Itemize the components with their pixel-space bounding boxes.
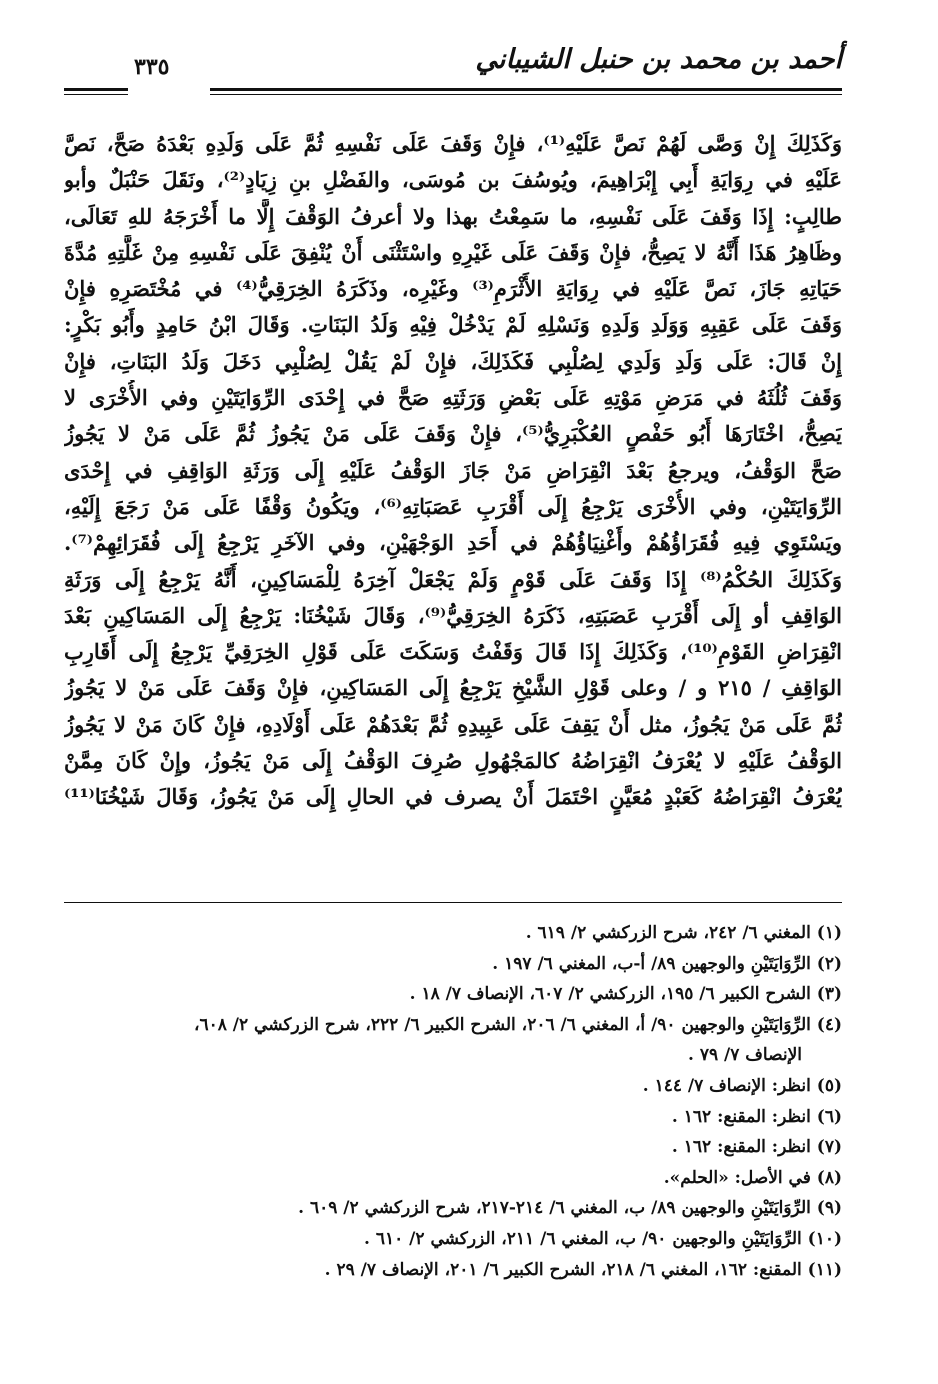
footnote: (٢) الرِّوَايَتَيْنِ والوجهين ٨٩/ أ-ب، المغني ٦/ ١٩٧ . [492, 953, 842, 974]
footnote: (٩) الرِّوَايَتَيْنِ والوجهين ٨٩/ ب، المغني ٦/ ٢١٤-٢١٧، شرح الزركشي ٢/ ٦٠٩ . [298, 1198, 842, 1219]
text-line: انْقِرَاضِ القَوْمِ⁽¹⁰⁾، وَكَذَلِكَ إِذَا قَالَ وَقَفْتُ وَسَكَتَ عَلَى قَوْلِ الخِرَقِيِّ يَرْجِعُ إِلَى أَقَارِبِ [64, 639, 842, 665]
text-line: ثُمَّ عَلَى مَنْ يَجُوزُ، مثل أَنْ يَقِفَ عَلَى عَبِيدِهِ ثُمَّ بَعْدَهُمْ عَلَى أَوْلَادِهِ، فإِنْ كَانَ مَنْ لا يَجُوزُ [64, 711, 842, 737]
text-line: وظَاهِرُ هَذَا أَنَّهُ لا يَصِحُّ، فإِنْ وَقَفَ عَلَى غَيْرِهِ واسْتَثْنَى أَنْ يُنْفِقَ عَلَى نَفْسِهِ مِنْ غَلَّتِهِ مُدَّةَ [64, 239, 842, 265]
footnote: (٥) انظر: الإنصاف ٧/ ١٤٤ . [642, 1075, 842, 1096]
page-header [64, 44, 842, 102]
footnote: (١١) المقنع: ١٦٢، المغني ٦/ ٢١٨، الشرح الكبير ٦/ ٢٠١، الإنصاف ٧/ ٢٩ . [324, 1259, 842, 1280]
text-line: الرِّوَايَتَيْنِ، وفي الأُخْرَى يَرْجِعُ إِلَى أَقْرَبِ عَصَبَاتِهِ⁽⁶⁾، ويَكُونُ وَقْفًا عَلَى مَنْ رَجَعَ إِلَيْهِ، [64, 493, 842, 519]
text-line: وَقَفَ ثُلُثَهُ في مَرَضِ مَوْتِهِ عَلَى بَعْضِ وَرَثَتِهِ صَحَّ في إِحْدَى الرِّوَايَتَيْنِ وفي الأُخْرَى لا [64, 385, 842, 411]
footnote: (١٠) الرِّوَايَتَيْنِ والوجهين ٩٠/ ب، المغني ٦/ ٢١١، الزركشي ٢/ ٦١٠ . [364, 1228, 842, 1249]
running-title: أحمد بن محمد بن حنبل الشيباني [475, 44, 842, 75]
header-rule-short [64, 88, 128, 95]
footnote: (٧) انظر: المقنع: ١٦٢ . [671, 1137, 842, 1158]
text-line: الوَاقِفِ أو إِلَى أَقْرَبِ عَصَبَتِهِ، ذَكَرَهُ الخِرَقِيُّ⁽⁹⁾، وَقَالَ شَيْخُنَا: يَرْجِعُ إِلَى المَسَاكِينِ بَعْدَ [64, 602, 842, 628]
footnote-continuation: الإنصاف ٧/ ٧٩ . [687, 1045, 802, 1066]
header-rule [210, 88, 842, 95]
footnote: (٤) الرِّوَايَتَيْنِ والوجهين ٩٠/ أ، المغني ٦/ ٢٠٦، الشرح الكبير ٦/ ٢٢٢، شرح الزركشي ٢/ ٦٠٨، [193, 1014, 842, 1035]
footnote: (٦) انظر: المقنع: ١٦٢ . [671, 1106, 842, 1127]
text-line: الوَقْفُ عَلَيْهِ لا يُعْرَفُ انْقِرَاضُهُ كالمَجْهُولِ صُرِفَ الوَقْفُ إِلَى مَنْ يَجُوزُ، وإِنْ كَانَ مِمَّنْ [64, 748, 842, 774]
footnote-separator [64, 902, 842, 903]
text-line: طالِبٍ: إِذَا وَقَفَ عَلَى نَفْسِهِ، ما سَمِعْتُ بهذا ولا أعرفُ الوَقْفَ إِلَّا ما أَخْرَجَهُ للهِ تَعَالَى، [64, 203, 842, 229]
footnote: (٨) في الأصل: «الحلم». [663, 1167, 842, 1188]
text-line: حَيَاتِهِ جَازَ، نَصَّ عَلَيْهِ في رِوَايَةِ الأَثْرَمِ⁽³⁾ وغَيْرِه، وذَكَرَهُ الخِرَقِيُّ⁽⁴⁾ في مُخْتَصَرِهِ فإِنْ [64, 276, 842, 302]
text-line: عَلَيْهِ في رِوَايَةِ أَبِي إِبْرَاهِيمَ، ويُوسُفَ بن مُوسَى، والفَضْلِ بنِ زِيَادٍ⁽²⁾، ونَقَلَ حَنْبَلٌ وأبو [64, 167, 842, 193]
text-line: وَقَفَ عَلَى عَقِبِهِ وَوَلَدِ وَلَدِهِ وَنَسْلِهِ لَمْ يَدْخُلْ فِيْهِ وَلَدُ البَنَاتِ. وَقَالَ ابْنُ حَامِدٍ وأَبُو بَكْرٍ: [64, 312, 842, 338]
text-line: ويَسْتَوِي فِيهِ فُقَرَاؤُهُمْ وأَغْنِيَاؤُهُمْ في أَحَدِ الوَجْهَيْنِ، وفي الآخَرِ يَرْجِعُ إِلَى فُقَرَائِهِمْ⁽⁷⁾. [64, 530, 842, 556]
footnote: (١) المغني ٦/ ٢٤٢، شرح الزركشي ٢/ ٦١٩ . [525, 923, 842, 943]
text-line: وَكَذَلِكَ الحُكْمُ⁽⁸⁾ إِذَا وَقَفَ عَلَى قَوْمٍ وَلَمْ يَجْعَلْ آخِرَهُ لِلْمَسَاكِينِ، أَنَّهُ يَرْجِعُ إِلَى وَرَثَةِ [64, 566, 842, 592]
text-line: صَحَّ الوَقْفُ، ويرجعُ بَعْدَ انْقِرَاضِ مَنْ جَازَ الوَقْفُ عَلَيْهِ إِلَى وَرَثَةِ الوَاقِفِ في إِحْدَى [64, 457, 842, 483]
main-text [64, 126, 842, 816]
text-line: يَصِحُّ، اخْتَارَهَا أَبُو حَفْصٍ العُكْبَرِيُّ⁽⁵⁾، فإِنْ وَقَفَ عَلَى مَنْ يَجُوزُ ثُمَّ عَلَى مَنْ لا يَجُوزُ [64, 421, 842, 447]
footnote: (٣) الشرح الكبير ٦/ ١٩٥، الزركشي ٢/ ٦٠٧، الإنصاف ٧/ ١٨ . [409, 984, 842, 1005]
footnotes [64, 918, 842, 1285]
page-number: ٣٣٥ [134, 54, 170, 80]
text-line: وَكَذَلِكَ إِنْ وَصَّى لَهُمْ نَصَّ عَلَيْهِ⁽¹⁾، فإِنْ وَقَفَ عَلَى نَفْسِهِ ثُمَّ عَلَى وَلَدِهِ بَعْدَهُ صَحَّ، نَصَّ [64, 131, 842, 156]
text-line: يُعْرَفُ انْقِرَاضُهُ كَعَبْدٍ مُعَيَّنٍ احْتَمَلَ أَنْ يصرف في الحالِ إِلَى مَنْ يَجُوزُ، وَقَالَ شَيْخُنَا⁽¹¹⁾ [64, 784, 842, 810]
text-line: الوَاقِفِ / ٢١٥ و / وعلى قَوْلِ الشَّيْخِ يَرْجِعُ إِلَى المَسَاكِينِ، فإِنْ وَقَفَ عَلَى مَنْ لا يَجُوزُ [64, 675, 842, 701]
text-line: إِنْ قَالَ: عَلَى وَلَدِ وَلَدِي لِصُلْبِي فَكَذَلِكَ، فإِنْ لَمْ يَقُلْ لِصُلْبِي دَخَلَ وَلَدُ البَنَاتِ، فإِنْ [64, 348, 842, 374]
